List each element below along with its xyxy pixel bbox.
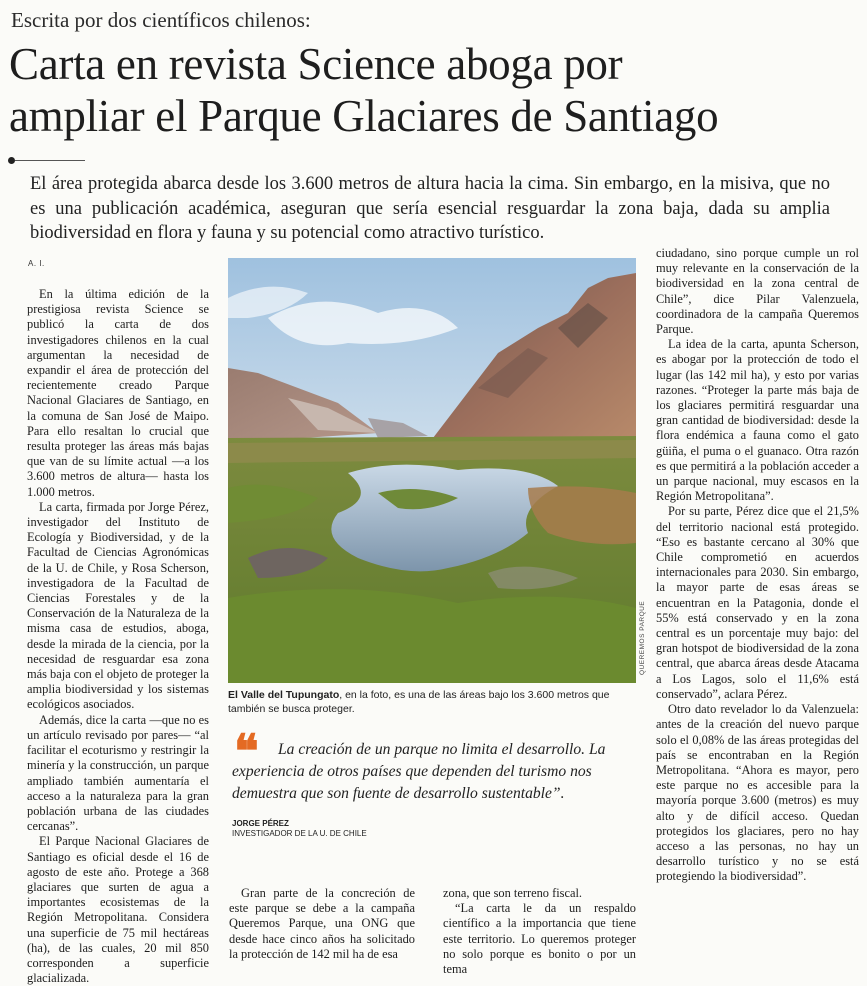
article-kicker: Escrita por dos científicos chilenos: (11, 8, 311, 32)
body-column-4 (656, 246, 859, 885)
body-paragraph: La carta, firmada por Jorge Pérez, investigador del Instituto de Ecología y Biodiversidad, y de la Facultad de Ciencias Agronómicas de la U. de Chile, y Rosa Scherson, investigadora de la Facultad de Ciencias Forestales y de la Conservación de la Naturaleza de la misma casa de estudios, aboga, desde la mirada de la ciencia, por la necesidad de resguardar esa zona más baja con el objeto de proteger la amplia biodiversidad y los sistemas ecológicos asociados. (27, 499, 209, 712)
body-paragraph: En la última edición de la prestigiosa revista Science se publicó la carta de dos investigadores chilenos en la cual argumentan la necesidad de expandir el área de protección del recientemente creado Parque Nacional Glaciares de Santiago, en la comuna de San José de Maipo. Para ello resaltan lo crucial que resulta proteger las áreas más bajas que van de su límite actual —a los 3.600 metros de altura— hasta los 1.000 metros. (27, 287, 209, 499)
body-column-3 (443, 886, 636, 977)
body-paragraph: zona, que son terreno fiscal. (443, 886, 582, 900)
body-paragraph: Gran parte de la concreción de este parque se debe a la campaña Queremos Parque, una ONG que desde hace cinco años ha solicitado la protección de 142 mil ha de esa (229, 886, 415, 961)
body-paragraph: La idea de la carta, apunta Scherson, es abogar por la protección de todo el lugar (las 142 mil ha), y esto por varias razones. “Proteger la parte más baja de los glaciares permitirá resguardar una gran cantidad de biodiversidad: desde la flora endémica a fauna como el gato güiña, el puma o el guanaco. Otra razón es que permitirá a la población acceder a un parque nacional, muy escasos en la Región Metropolitana”. (656, 337, 859, 504)
pull-quote-role: INVESTIGADOR DE LA U. DE CHILE (232, 829, 367, 838)
body-column-2 (229, 886, 415, 962)
pull-quote-text: La creación de un parque no limita el desarrollo. La experiencia de otros países que dependen del turismo nos demuestra que son fuente de desarrollo sustentable”. (232, 741, 606, 802)
section-divider-dot (8, 157, 15, 164)
article-headline (9, 38, 859, 142)
article-byline: A. I. (28, 259, 45, 268)
quote-mark-icon: ❝ (234, 724, 259, 778)
tupungato-valley-illustration (228, 258, 636, 683)
body-paragraph: El Parque Nacional Glaciares de Santiago es oficial desde el 16 de agosto de este año. Protege a 368 glaciares que surten de agua a importantes ecosistemas de la Región Metropolitana. Considera una superficie de 75 mil hectáreas (ha), de las cuales, 20 mil 850 corresponden a superficie glacializada. (27, 834, 209, 986)
body-paragraph: “La carta le da un respaldo científico a la importancia que tiene este territorio. Lo queremos proteger no solo porque es bonito o por un tema (443, 901, 636, 977)
body-paragraph: Por su parte, Pérez dice que el 21,5% del territorio nacional está protegido. “Eso es bastante cercano al 30% que Chile comprometió en acuerdos internacionales para 2030. Sin embargo, la mayor parte de esas áreas se encuentran en la Patagonia, donde el 55% está conservado y en la zona central es un porcentaje muy bajo: del gran hotspot de biodiversidad de la zona central, que abarca áreas desde Atacama a Los Lagos, solo el 11,6% está conservado”, aclara Pérez. (656, 504, 859, 701)
photo-caption (228, 688, 638, 716)
headline-line-2: ampliar el Parque Glaciares de Santiago (9, 91, 719, 141)
body-paragraph: ciudadano, sino porque cumple un rol muy relevante en la conservación de la biodiversidad en la zona central de Chile”, dice Pilar Valenzuela, coordinadora de la campaña Queremos Parque. (656, 246, 859, 337)
caption-bold-lead: El Valle del Tupungato (228, 689, 340, 701)
caption-text: , en la foto, es una de las áreas bajo los 3.600 metros que también se busca proteger. (228, 689, 610, 715)
body-paragraph: Además, dice la carta —que no es un artículo revisado por pares— “al facilitar el ecoturismo y restringir la minería y la construcción, un parque ampliado también aumentaría el acceso a la naturaleza para la gran población urbana de las ciudades cercanas”. (27, 712, 209, 834)
body-column-1 (27, 287, 209, 986)
article-photo (228, 258, 636, 683)
section-divider-line (15, 160, 85, 161)
headline-line-1: Carta en revista Science aboga por (9, 39, 623, 89)
body-paragraph: Otro dato revelador lo da Valenzuela: antes de la creación del nuevo parque solo el 0,08% de las áreas protegidas del país se encontraban en la Región Metropolitana. “Ahora es mayor, pero este parque no es accesible para la mayoría porque 3.600 (metros) es muy alto y de difícil acceso. Quedan protegidos los glaciares, pero no hay acceso a las personas, no hay un desarrollo turístico y no se está protegiendo la biodiversidad”. (656, 702, 859, 884)
article-lede: El área protegida abarca desde los 3.600 metros de altura hacia la cima. Sin embargo, en la misiva, que no es una publicación académica, aseguran que sería esencial resguardar la zona baja, dada su amplia biodiversidad en flora y fauna y su potencial como atractivo turístico. (30, 174, 830, 243)
photo-credit: QUEREMOS PARQUE (639, 600, 646, 675)
pull-quote-author: JORGE PÉREZ (232, 819, 289, 828)
